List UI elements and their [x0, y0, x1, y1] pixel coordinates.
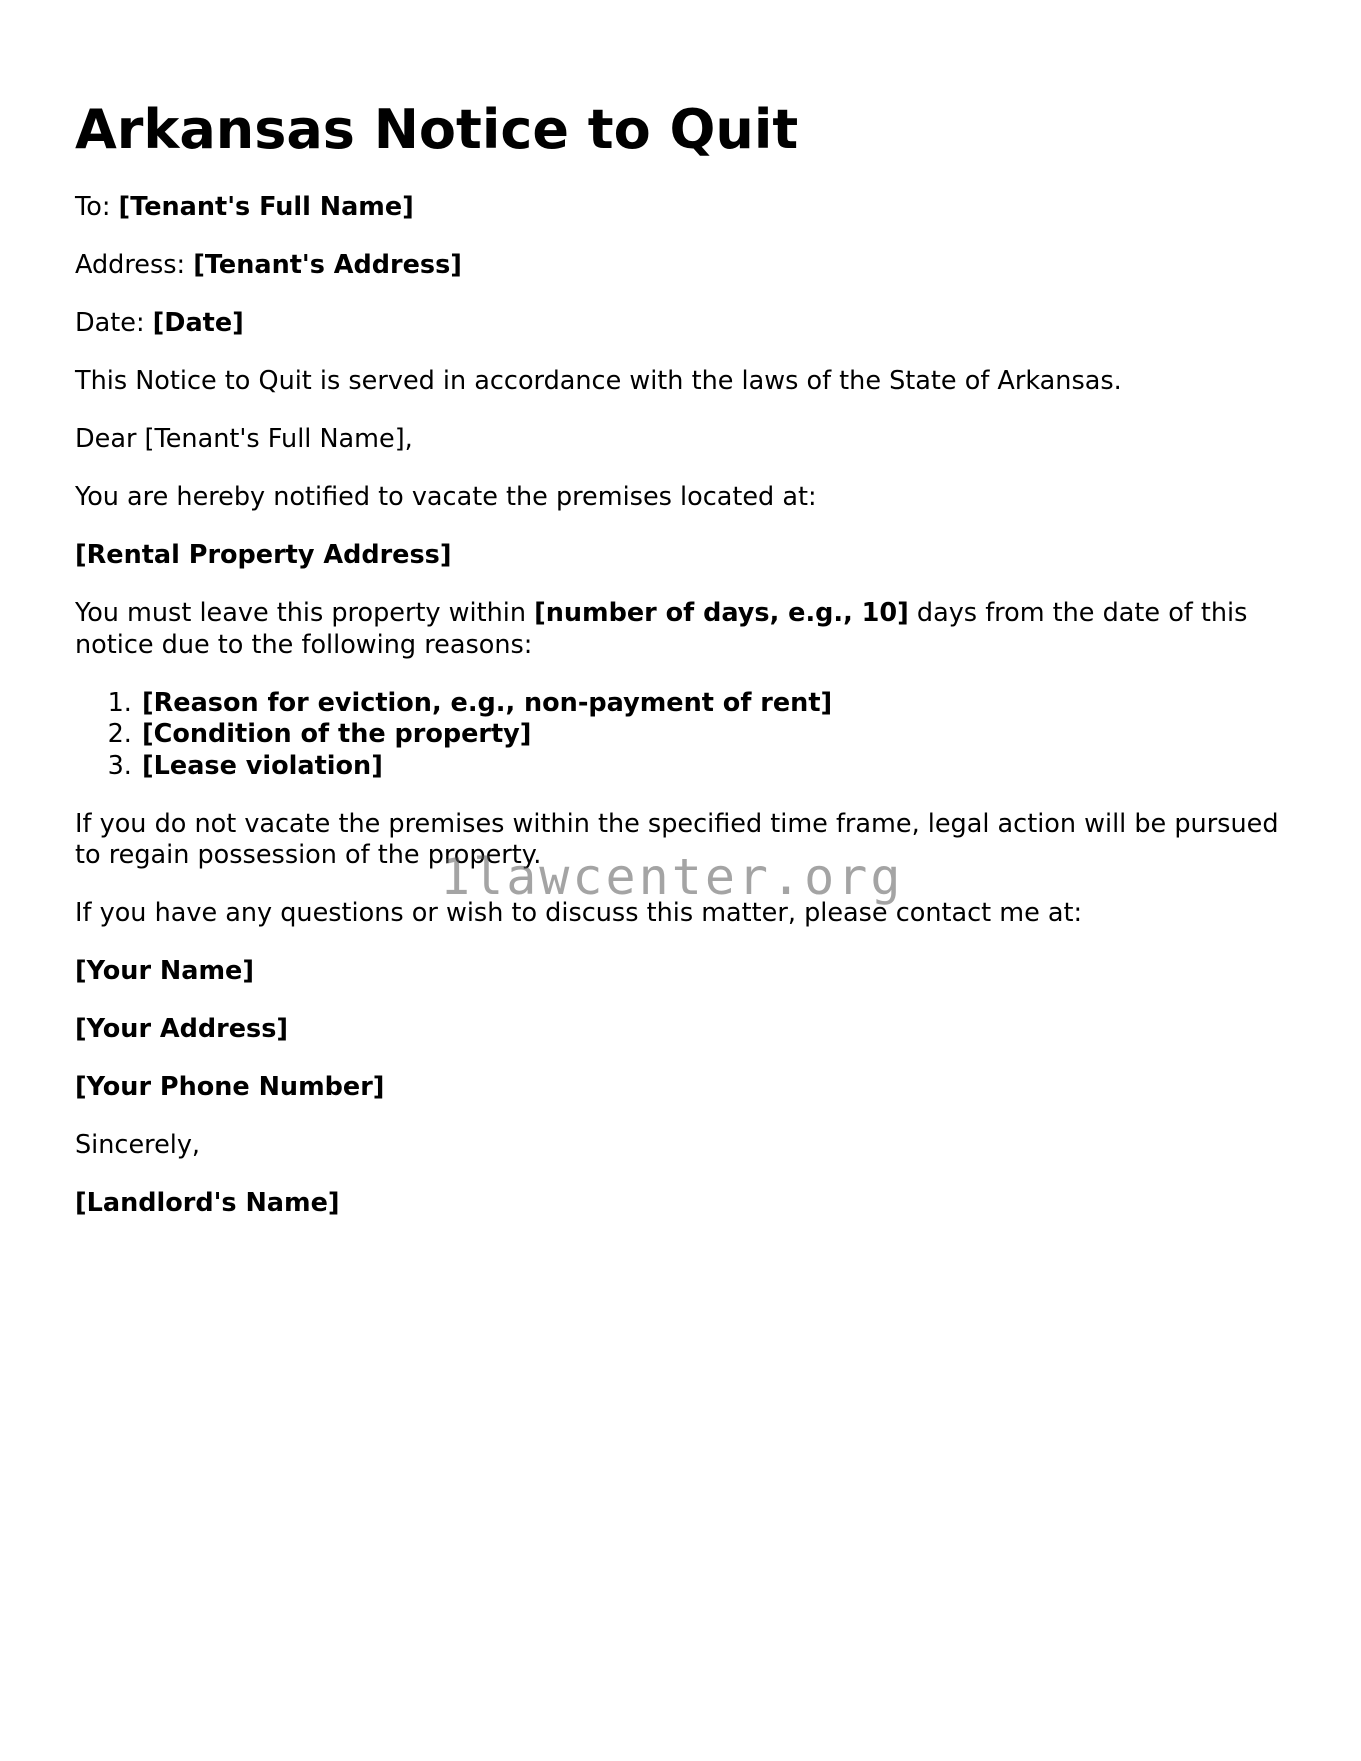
- deadline-paragraph: [75, 598, 1295, 661]
- page-title: Arkansas Notice to Quit: [75, 98, 799, 161]
- date-label: Date:: [75, 308, 145, 338]
- list-item: [140, 719, 1295, 751]
- landlord-name-placeholder: [Landlord's Name]: [75, 1188, 340, 1218]
- your-address-placeholder: [Your Address]: [75, 1014, 289, 1044]
- tenant-address-placeholder: [Tenant's Address]: [193, 250, 462, 280]
- list-item: [140, 688, 1295, 720]
- notify-paragraph: You are hereby notified to vacate the premises located at:: [75, 482, 817, 512]
- list-item: [140, 751, 1295, 783]
- reason-3: [Lease violation]: [142, 750, 383, 781]
- contact-name-line: [75, 956, 1295, 988]
- contact-phone-line: [75, 1072, 1295, 1104]
- reason-1: [Reason for eviction, e.g., non-payment of rent]: [142, 687, 833, 718]
- salutation: Dear [Tenant's Full Name],: [75, 424, 413, 454]
- contact-intro: If you have any questions or wish to discuss this matter, please contact me at:: [75, 898, 1083, 928]
- property-address-line: [75, 540, 1295, 572]
- property-address-placeholder: [Rental Property Address]: [75, 540, 452, 570]
- your-phone-placeholder: [Your Phone Number]: [75, 1072, 385, 1102]
- reasons-list: [75, 688, 1295, 783]
- intro-paragraph: This Notice to Quit is served in accordance with the laws of the State of Arkansas.: [75, 366, 1122, 396]
- address-label: Address:: [75, 250, 186, 280]
- address-line: [75, 250, 1295, 282]
- closing: Sincerely,: [75, 1130, 201, 1160]
- deadline-before: You must leave this property within: [75, 598, 526, 628]
- your-name-placeholder: [Your Name]: [75, 956, 254, 986]
- to-label: To:: [75, 192, 111, 222]
- watermark: 1lawcenter.org: [440, 848, 904, 906]
- consequence-paragraph: If you do not vacate the premises within the specified time frame, legal action will be pursued to regain possession of the property.: [75, 808, 1279, 870]
- date-line: [75, 308, 1295, 340]
- landlord-name-line: [75, 1188, 1295, 1220]
- date-placeholder: [Date]: [152, 308, 244, 338]
- notice-body: [75, 192, 1295, 1246]
- tenant-name-placeholder: [Tenant's Full Name]: [118, 192, 414, 222]
- contact-address-line: [75, 1014, 1295, 1046]
- deadline-after: days from the date of this notice due to the following reasons:: [75, 598, 1248, 660]
- to-line: [75, 192, 1295, 224]
- days-placeholder: [number of days, e.g., 10]: [534, 598, 909, 628]
- reason-2: [Condition of the property]: [142, 719, 532, 749]
